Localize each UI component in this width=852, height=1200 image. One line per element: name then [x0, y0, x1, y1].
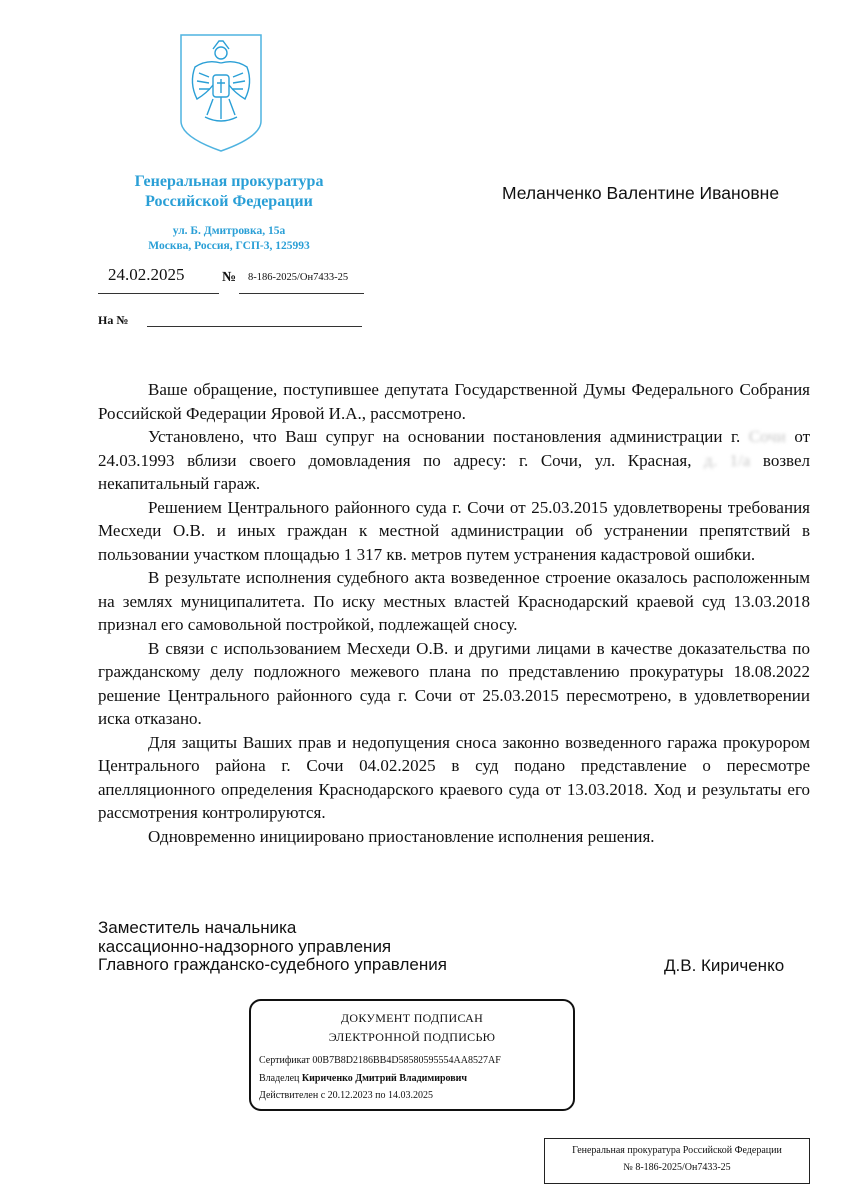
- position-line-1: Заместитель начальника: [98, 918, 297, 937]
- signatory-name: Д.В. Кириченко: [664, 956, 785, 975]
- paragraph-4: В результате исполнения судебного акта возведенное строение оказалось расположенным на землях муниципалитета. По иску местных властей Краснодарский краевой суд 13.03.2018 признал его самовольной постройкой, подлежащей сносу.: [98, 568, 810, 634]
- paragraph-1: Ваше обращение, поступившее депутата Государственной Думы Федерального Собрания Российской Федерации Яровой И.А., рассмотрено.: [98, 380, 810, 423]
- address-line-2: Москва, Россия, ГСП-3, 125993: [148, 240, 310, 252]
- org-line-2: Российской Федерации: [145, 193, 313, 210]
- owner-value: Кириченко Дмитрий Владимирович: [301, 1073, 468, 1084]
- paragraph-5: В связи с использованием Месхеди О.В. и другими лицами в качестве доказательства по гражданскому делу подложного межевого плана по представлению прокуратуры 18.08.2022 решение Центрального районного суда г. Сочи от 25.03.2015 пересмотрено, в удовлетворении иска отказано.: [98, 638, 810, 728]
- e-signature-stamp: [249, 999, 575, 1111]
- org-line-1: Генеральная прокуратура: [134, 173, 324, 190]
- valid-from-word: с: [320, 1090, 326, 1101]
- in-reply-underline: [147, 326, 362, 327]
- stamp-certificate: [259, 1055, 501, 1066]
- paragraph-3: Решением Центрального районного суда г. Сочи от 25.03.2015 удовлетворены требования Месхеди О.В. и иных граждан к местной администрации об устранении препятствий в пользовании участком площадью 1 317 кв. метров путем устранения кадастровой ошибки.: [98, 497, 810, 564]
- position-line-3: Главного гражданско-судебного управления: [98, 955, 447, 974]
- stamp-title-1: ДОКУМЕНТ ПОДПИСАН: [340, 1011, 484, 1025]
- paragraph-7: Одновременно инициировано приостановление исполнения решения.: [148, 826, 655, 846]
- paragraph-2: [98, 425, 810, 496]
- signatory-position: [98, 919, 447, 975]
- redacted-text: Сочи: [748, 427, 786, 446]
- owner-label: Владелец: [259, 1073, 300, 1084]
- address-line-1: ул. Б. Дмитровка, 15а: [172, 225, 286, 237]
- valid-to: 14.03.2025: [388, 1090, 434, 1101]
- recipient: Меланченко Валентине Ивановне: [502, 183, 780, 203]
- date-underline: [98, 293, 219, 294]
- position-line-2: кассационно-надзорного управления: [98, 936, 392, 956]
- document-number: 8-186-2025/Он7433-25: [248, 272, 349, 283]
- stamp-title-2: ЭЛЕКТРОННОЙ ПОДПИСЬЮ: [328, 1030, 496, 1044]
- stamp-owner: [259, 1073, 467, 1084]
- certificate-value: 00B7B8D2186BB4D58580595554AA8527AF: [312, 1055, 501, 1066]
- valid-from: 20.12.2023: [327, 1090, 373, 1101]
- document-date: 24.02.2025: [108, 265, 185, 284]
- valid-label: Действителен: [259, 1090, 319, 1101]
- paragraph-2-part-a: Установлено, что Ваш супруг на основании постановления администрации г.: [148, 427, 741, 446]
- valid-to-word: по: [375, 1090, 386, 1101]
- certificate-label: Сертификат: [259, 1055, 310, 1066]
- in-reply-label: На №: [98, 313, 129, 327]
- emblem-icon: [179, 33, 263, 153]
- letterhead-organization: [98, 172, 360, 212]
- registration-box: [544, 1138, 810, 1184]
- number-sign: №: [222, 270, 237, 285]
- registration-line-2: № 8-186-2025/Он7433-25: [623, 1162, 731, 1173]
- paragraph-2-part-c: возвел некапитальный гараж.: [98, 450, 810, 493]
- paragraph-6: Для защиты Ваших прав и недопущения сноса законно возведенного гаража прокурором Центрального района г. Сочи 04.02.2025 в суд подано представление о пересмотре апелляционного определения Краснодарского краевого суда от 13.03.2018. Ход и результаты его рассмотрения контролируются.: [98, 732, 810, 822]
- number-underline: [239, 293, 364, 294]
- registration-line-1: Генеральная прокуратура Российской Федерации: [572, 1145, 782, 1156]
- redacted-text: д. 1/а: [704, 450, 751, 470]
- letter-body: [98, 378, 810, 848]
- letterhead-address: [98, 224, 360, 254]
- paragraph-2-part-b: от 24.03.1993 вблизи своего домовладения по адресу: г. Сочи, ул. Красная,: [98, 427, 811, 470]
- stamp-validity: [259, 1090, 433, 1101]
